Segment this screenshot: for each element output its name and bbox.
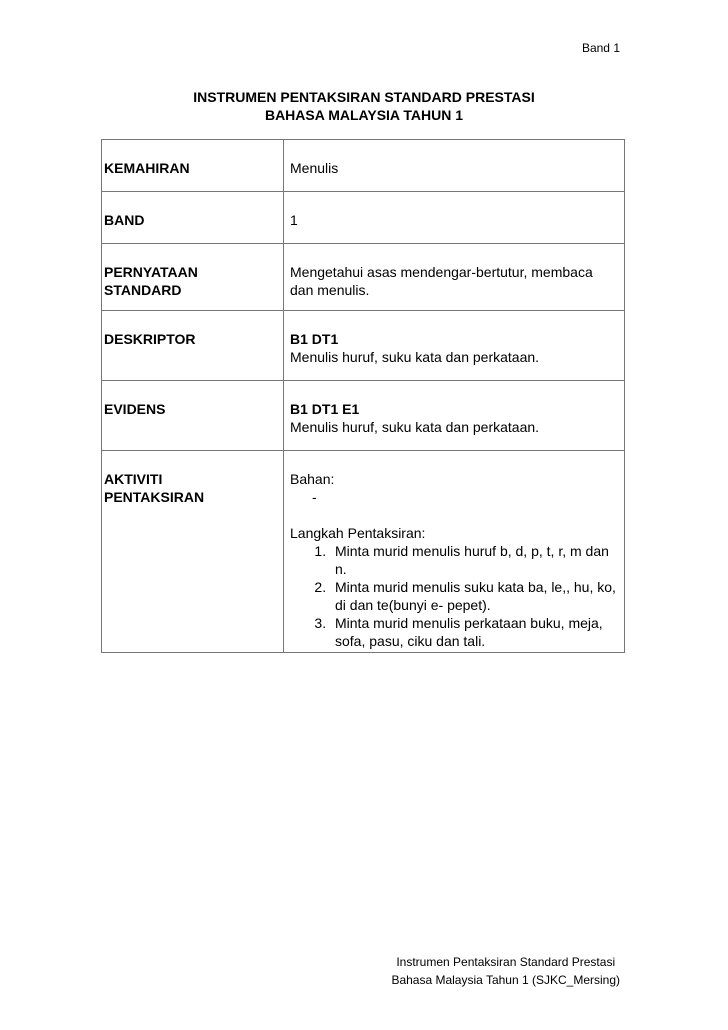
assessment-table	[101, 139, 625, 653]
pernyataan-value-line-2: dan menulis.	[290, 282, 370, 298]
kemahiran-label-cell	[102, 140, 284, 192]
pernyataan-value-cell	[284, 244, 625, 311]
evidens-value-cell	[284, 381, 625, 451]
deskriptor-value-cell	[284, 311, 625, 381]
list-item: 1. Minta murid menulis huruf b, d, p, t, r, m dan n.	[330, 542, 624, 578]
band-value-cell	[284, 192, 625, 244]
evidens-label-cell	[102, 381, 284, 451]
aktiviti-label-line-2: PENTAKSIRAN	[104, 489, 205, 505]
kemahiran-value-cell	[284, 140, 625, 192]
evidens-code: B1 DT1 E1	[290, 401, 360, 417]
deskriptor-label: DESKRIPTOR	[104, 331, 196, 347]
pernyataan-value-line-1: Mengetahui asas mendengar-bertutur, membaca	[290, 264, 593, 280]
page-header-band: Band 1	[581, 41, 620, 55]
title-line-2: BAHASA MALAYSIA TAHUN 1	[264, 107, 464, 123]
page-footer	[391, 953, 620, 989]
pernyataan-label-line-1: PERNYATAAN	[104, 264, 198, 280]
aktiviti-value-cell	[284, 451, 625, 653]
langkah-label: Langkah Pentaksiran:	[290, 525, 426, 541]
kemahiran-value: Menulis	[290, 160, 339, 176]
deskriptor-text: Menulis huruf, suku kata dan perkataan.	[290, 349, 540, 365]
title-line-1: INSTRUMEN PENTAKSIRAN STANDARD PRESTASI	[193, 89, 535, 105]
band-value: 1	[290, 212, 298, 228]
deskriptor-code: B1 DT1	[290, 331, 339, 347]
footer-line-1: Instrumen Pentaksiran Standard Prestasi	[396, 955, 616, 969]
list-item: 3. Minta murid menulis perkataan buku, meja, sofa, pasu, ciku dan tali.	[330, 614, 624, 650]
table-row-pernyataan-standard	[102, 244, 625, 311]
aktiviti-label-cell	[102, 451, 284, 653]
deskriptor-label-cell	[102, 311, 284, 381]
band-label: BAND	[104, 212, 145, 228]
kemahiran-label: KEMAHIRAN	[104, 160, 190, 176]
document-title	[0, 88, 728, 124]
aktiviti-label-line-1: AKTIVITI	[104, 471, 163, 487]
footer-line-2: Bahasa Malaysia Tahun 1 (SJKC_Mersing)	[391, 973, 620, 987]
table-row-aktiviti-pentaksiran	[102, 451, 625, 653]
evidens-label: EVIDENS	[104, 401, 166, 417]
table-row-deskriptor	[102, 311, 625, 381]
table-row-evidens	[102, 381, 625, 451]
table-row-band	[102, 192, 625, 244]
pernyataan-label-cell	[102, 244, 284, 311]
langkah-steps-list	[290, 542, 624, 650]
list-item: 2. Minta murid menulis suku kata ba, le,, hu, ko, di dan te(bunyi e- pepet).	[330, 578, 624, 614]
band-label-cell	[102, 192, 284, 244]
bahan-value: -	[312, 489, 317, 505]
pernyataan-label-line-2: STANDARD	[104, 282, 182, 298]
table-row-kemahiran	[102, 140, 625, 192]
bahan-label: Bahan:	[290, 471, 335, 487]
evidens-text: Menulis huruf, suku kata dan perkataan.	[290, 419, 540, 435]
